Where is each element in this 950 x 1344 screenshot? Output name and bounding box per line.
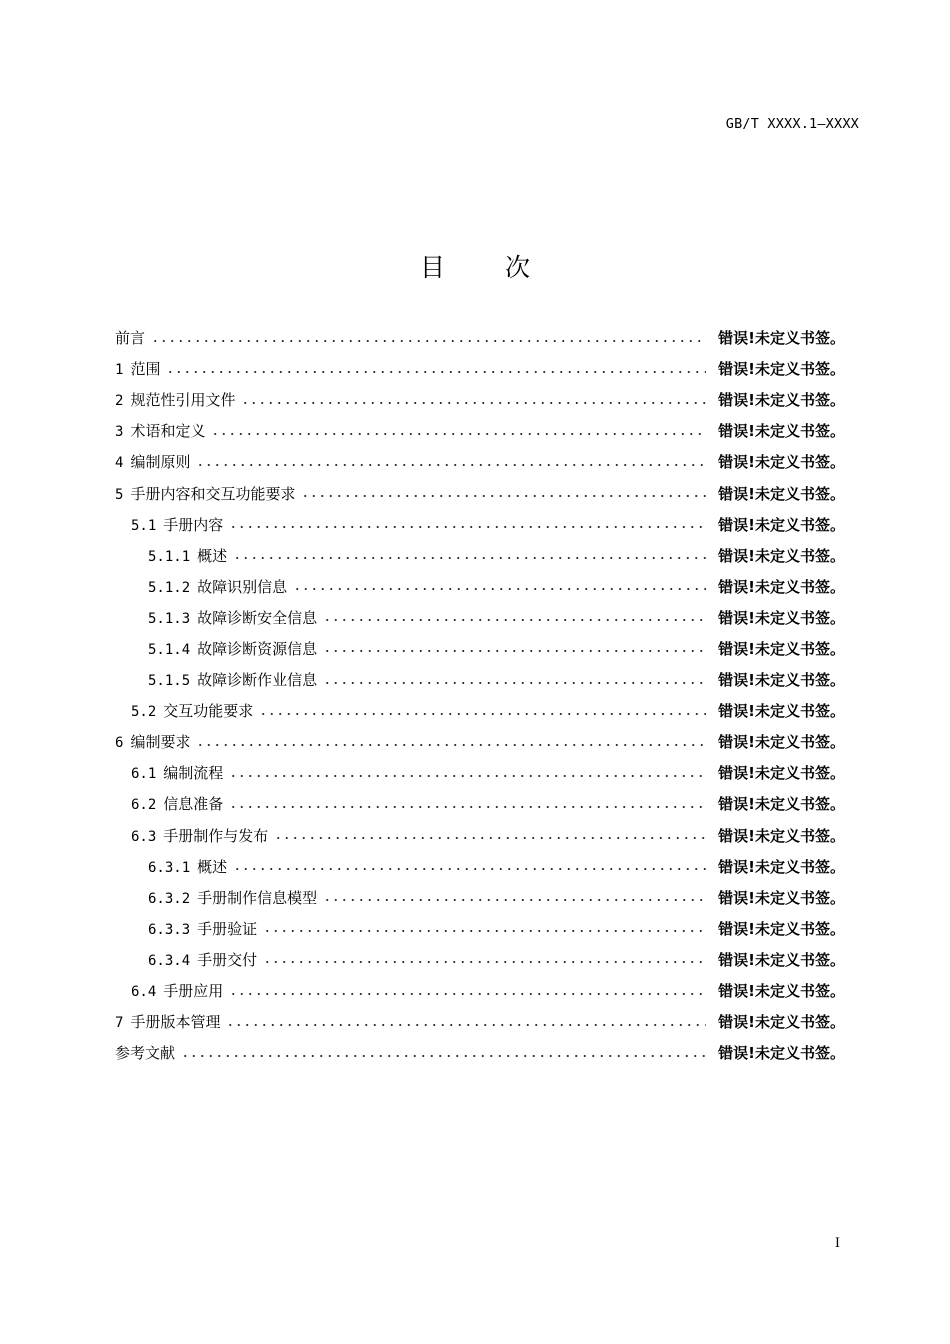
- toc-entry-label: [148, 638, 323, 659]
- toc-entry-number: 5.1: [131, 517, 157, 534]
- toc-entry-label: [131, 700, 259, 721]
- toc-entry[interactable]: [115, 571, 845, 602]
- toc-entry-page: 错误!未定义书签。: [718, 515, 845, 534]
- toc-dot-leader: [274, 836, 706, 840]
- toc-entry-number: 3: [115, 424, 124, 441]
- toc-entry-number: 4: [115, 455, 124, 472]
- toc-entry-text: 编制原则: [130, 453, 191, 472]
- toc-entry-number: 6.1: [131, 766, 157, 783]
- toc-entry[interactable]: [115, 788, 845, 819]
- toc-entry[interactable]: [115, 851, 845, 882]
- toc-entry-number: 6.2: [131, 797, 157, 814]
- toc-entry-page: 错误!未定义书签。: [718, 671, 845, 690]
- toc-entry[interactable]: [115, 477, 845, 508]
- toc-entry[interactable]: [115, 384, 845, 415]
- toc-entry-page: 错误!未定义书签。: [718, 484, 845, 503]
- toc-entry-page: 错误!未定义书签。: [718, 1044, 845, 1063]
- toc-entry-text: 手册交付: [197, 950, 258, 969]
- toc-dot-leader: [323, 649, 706, 653]
- toc-entry-text: 术语和定义: [130, 422, 206, 441]
- toc-entry-page: 错误!未定义书签。: [718, 888, 845, 907]
- toc-dot-leader: [229, 805, 706, 809]
- toc-dot-leader: [323, 681, 706, 685]
- toc-entry-text: 交互功能要求: [163, 702, 254, 721]
- toc-entry-label: [115, 327, 151, 348]
- toc-entry-label: [115, 731, 196, 752]
- toc-entry-page: 错误!未定义书签。: [718, 1013, 845, 1032]
- toc-entry-text: 手册制作信息模型: [197, 888, 318, 907]
- toc-dot-leader: [263, 929, 706, 933]
- toc-dot-leader: [233, 556, 706, 560]
- toc-entry-text: 手册制作与发布: [163, 826, 269, 845]
- toc-entry-label: [115, 1042, 181, 1063]
- toc-entry-number: 6: [115, 735, 124, 752]
- toc-entry-text: 概述: [197, 857, 228, 876]
- toc-entry-number: 6.3.1: [148, 859, 191, 876]
- toc-entry-page: 错误!未定义书签。: [718, 919, 845, 938]
- toc-entry-label: [115, 483, 301, 504]
- toc-dot-leader: [301, 494, 706, 498]
- toc-entry-label: [148, 887, 323, 908]
- toc-entry-page: 错误!未定义书签。: [718, 422, 845, 441]
- toc-entry[interactable]: [115, 353, 845, 384]
- toc-dot-leader: [151, 339, 706, 343]
- toc-dot-leader: [323, 898, 706, 902]
- toc-entry-text: 规范性引用文件: [130, 391, 236, 410]
- toc-entry-text: 概述: [197, 546, 228, 565]
- toc-entry-page: 错误!未定义书签。: [718, 546, 845, 565]
- toc-entry-text: 参考文献: [115, 1044, 176, 1063]
- toc-entry-page: 错误!未定义书签。: [718, 639, 845, 658]
- page-number: I: [834, 1236, 840, 1251]
- toc-dot-leader: [241, 401, 706, 405]
- toc-entry-page: 错误!未定义书签。: [718, 360, 845, 379]
- toc-entry[interactable]: [115, 695, 845, 726]
- toc-entry-label: [115, 451, 196, 472]
- toc-entry[interactable]: [115, 882, 845, 913]
- toc-entry-number: 5: [115, 486, 124, 503]
- toc-entry-number: 6.3: [131, 828, 157, 845]
- toc-entry[interactable]: [115, 913, 845, 944]
- toc-entry[interactable]: [115, 540, 845, 571]
- toc-dot-leader: [211, 432, 706, 436]
- toc-entry-label: [131, 762, 229, 783]
- toc-entry-text: 范围: [130, 360, 161, 379]
- toc-dot-leader: [233, 867, 706, 871]
- toc-entry-page: 错误!未定义书签。: [718, 982, 845, 1001]
- toc-entry[interactable]: [115, 446, 845, 477]
- toc-entry-label: [148, 856, 233, 877]
- toc-entry[interactable]: [115, 726, 845, 757]
- toc-entry[interactable]: [115, 633, 845, 664]
- toc-dot-leader: [226, 1023, 706, 1027]
- toc-entry-page: 错误!未定义书签。: [718, 391, 845, 410]
- toc-entry-text: 前言: [115, 329, 146, 348]
- toc-entry-page: 错误!未定义书签。: [718, 733, 845, 752]
- toc-entry[interactable]: [115, 1037, 845, 1068]
- toc-dot-leader: [229, 992, 706, 996]
- toc-entry-number: 6.3.3: [148, 921, 191, 938]
- toc-entry-number: 2: [115, 393, 124, 410]
- toc-entry-text: 手册应用: [163, 982, 224, 1001]
- toc-entry-text: 信息准备: [163, 795, 224, 814]
- toc-entry-number: 5.1.4: [148, 641, 191, 658]
- toc-title: 目 次: [420, 253, 556, 282]
- toc-entry-text: 故障识别信息: [197, 577, 288, 596]
- toc-entry-number: 6.4: [131, 984, 157, 1001]
- toc-entry-label: [148, 918, 263, 939]
- toc-entry-page: 错误!未定义书签。: [718, 329, 845, 348]
- toc-entry[interactable]: [115, 602, 845, 633]
- toc-entry-page: 错误!未定义书签。: [718, 702, 845, 721]
- toc-entry-page: 错误!未定义书签。: [718, 577, 845, 596]
- toc-dot-leader: [181, 1054, 706, 1058]
- toc-entry[interactable]: [115, 820, 845, 851]
- toc-entry-label: [131, 514, 229, 535]
- toc-entry-number: 7: [115, 1015, 124, 1032]
- toc-list: [115, 322, 845, 1068]
- toc-entry[interactable]: [115, 944, 845, 975]
- toc-entry-text: 故障诊断资源信息: [197, 639, 318, 658]
- toc-entry-label: [131, 825, 274, 846]
- toc-entry-number: 6.3.4: [148, 952, 191, 969]
- toc-entry[interactable]: [115, 1006, 845, 1037]
- toc-entry-number: 5.1.2: [148, 579, 191, 596]
- toc-entry-text: 手册内容: [163, 515, 224, 534]
- toc-entry-text: 手册版本管理: [130, 1013, 221, 1032]
- document-id: GB/T XXXX.1—XXXX: [725, 116, 859, 132]
- toc-entry[interactable]: [115, 664, 845, 695]
- toc-entry-page: 错误!未定义书签。: [718, 453, 845, 472]
- toc-entry-text: 手册内容和交互功能要求: [130, 484, 296, 503]
- toc-entry-text: 故障诊断安全信息: [197, 608, 318, 627]
- toc-entry-label: [115, 389, 241, 410]
- toc-entry-number: 5.1.5: [148, 673, 191, 690]
- toc-dot-leader: [229, 774, 706, 778]
- toc-entry-label: [115, 420, 211, 441]
- toc-entry-label: [148, 669, 323, 690]
- toc-entry-number: 5.1.3: [148, 610, 191, 627]
- toc-entry-text: 手册验证: [197, 919, 258, 938]
- toc-entry[interactable]: [115, 509, 845, 540]
- toc-entry-page: 错误!未定义书签。: [718, 950, 845, 969]
- toc-entry-number: 5.2: [131, 704, 157, 721]
- toc-entry-text: 故障诊断作业信息: [197, 671, 318, 690]
- toc-entry-label: [148, 607, 323, 628]
- toc-entry-page: 错误!未定义书签。: [718, 764, 845, 783]
- toc-dot-leader: [229, 525, 706, 529]
- toc-entry-page: 错误!未定义书签。: [718, 608, 845, 627]
- toc-entry-label: [115, 1011, 226, 1032]
- toc-entry-label: [148, 545, 233, 566]
- toc-entry[interactable]: [115, 757, 845, 788]
- toc-entry[interactable]: [115, 322, 845, 353]
- toc-entry-label: [148, 949, 263, 970]
- toc-dot-leader: [323, 618, 706, 622]
- toc-entry-text: 编制要求: [130, 733, 191, 752]
- toc-entry-number: 5.1.1: [148, 548, 191, 565]
- toc-entry-page: 错误!未定义书签。: [718, 795, 845, 814]
- toc-entry-text: 编制流程: [163, 764, 224, 783]
- toc-entry-page: 错误!未定义书签。: [718, 826, 845, 845]
- toc-entry-label: [115, 358, 166, 379]
- toc-dot-leader: [196, 743, 706, 747]
- toc-entry-label: [148, 576, 293, 597]
- toc-entry-page: 错误!未定义书签。: [718, 857, 845, 876]
- toc-entry-label: [131, 980, 229, 1001]
- toc-dot-leader: [293, 587, 706, 591]
- toc-dot-leader: [196, 463, 706, 467]
- toc-entry[interactable]: [115, 415, 845, 446]
- toc-dot-leader: [259, 712, 706, 716]
- toc-dot-leader: [263, 960, 706, 964]
- toc-entry-number: 1: [115, 362, 124, 379]
- toc-entry[interactable]: [115, 975, 845, 1006]
- toc-entry-label: [131, 793, 229, 814]
- toc-dot-leader: [166, 370, 706, 374]
- toc-entry-number: 6.3.2: [148, 890, 191, 907]
